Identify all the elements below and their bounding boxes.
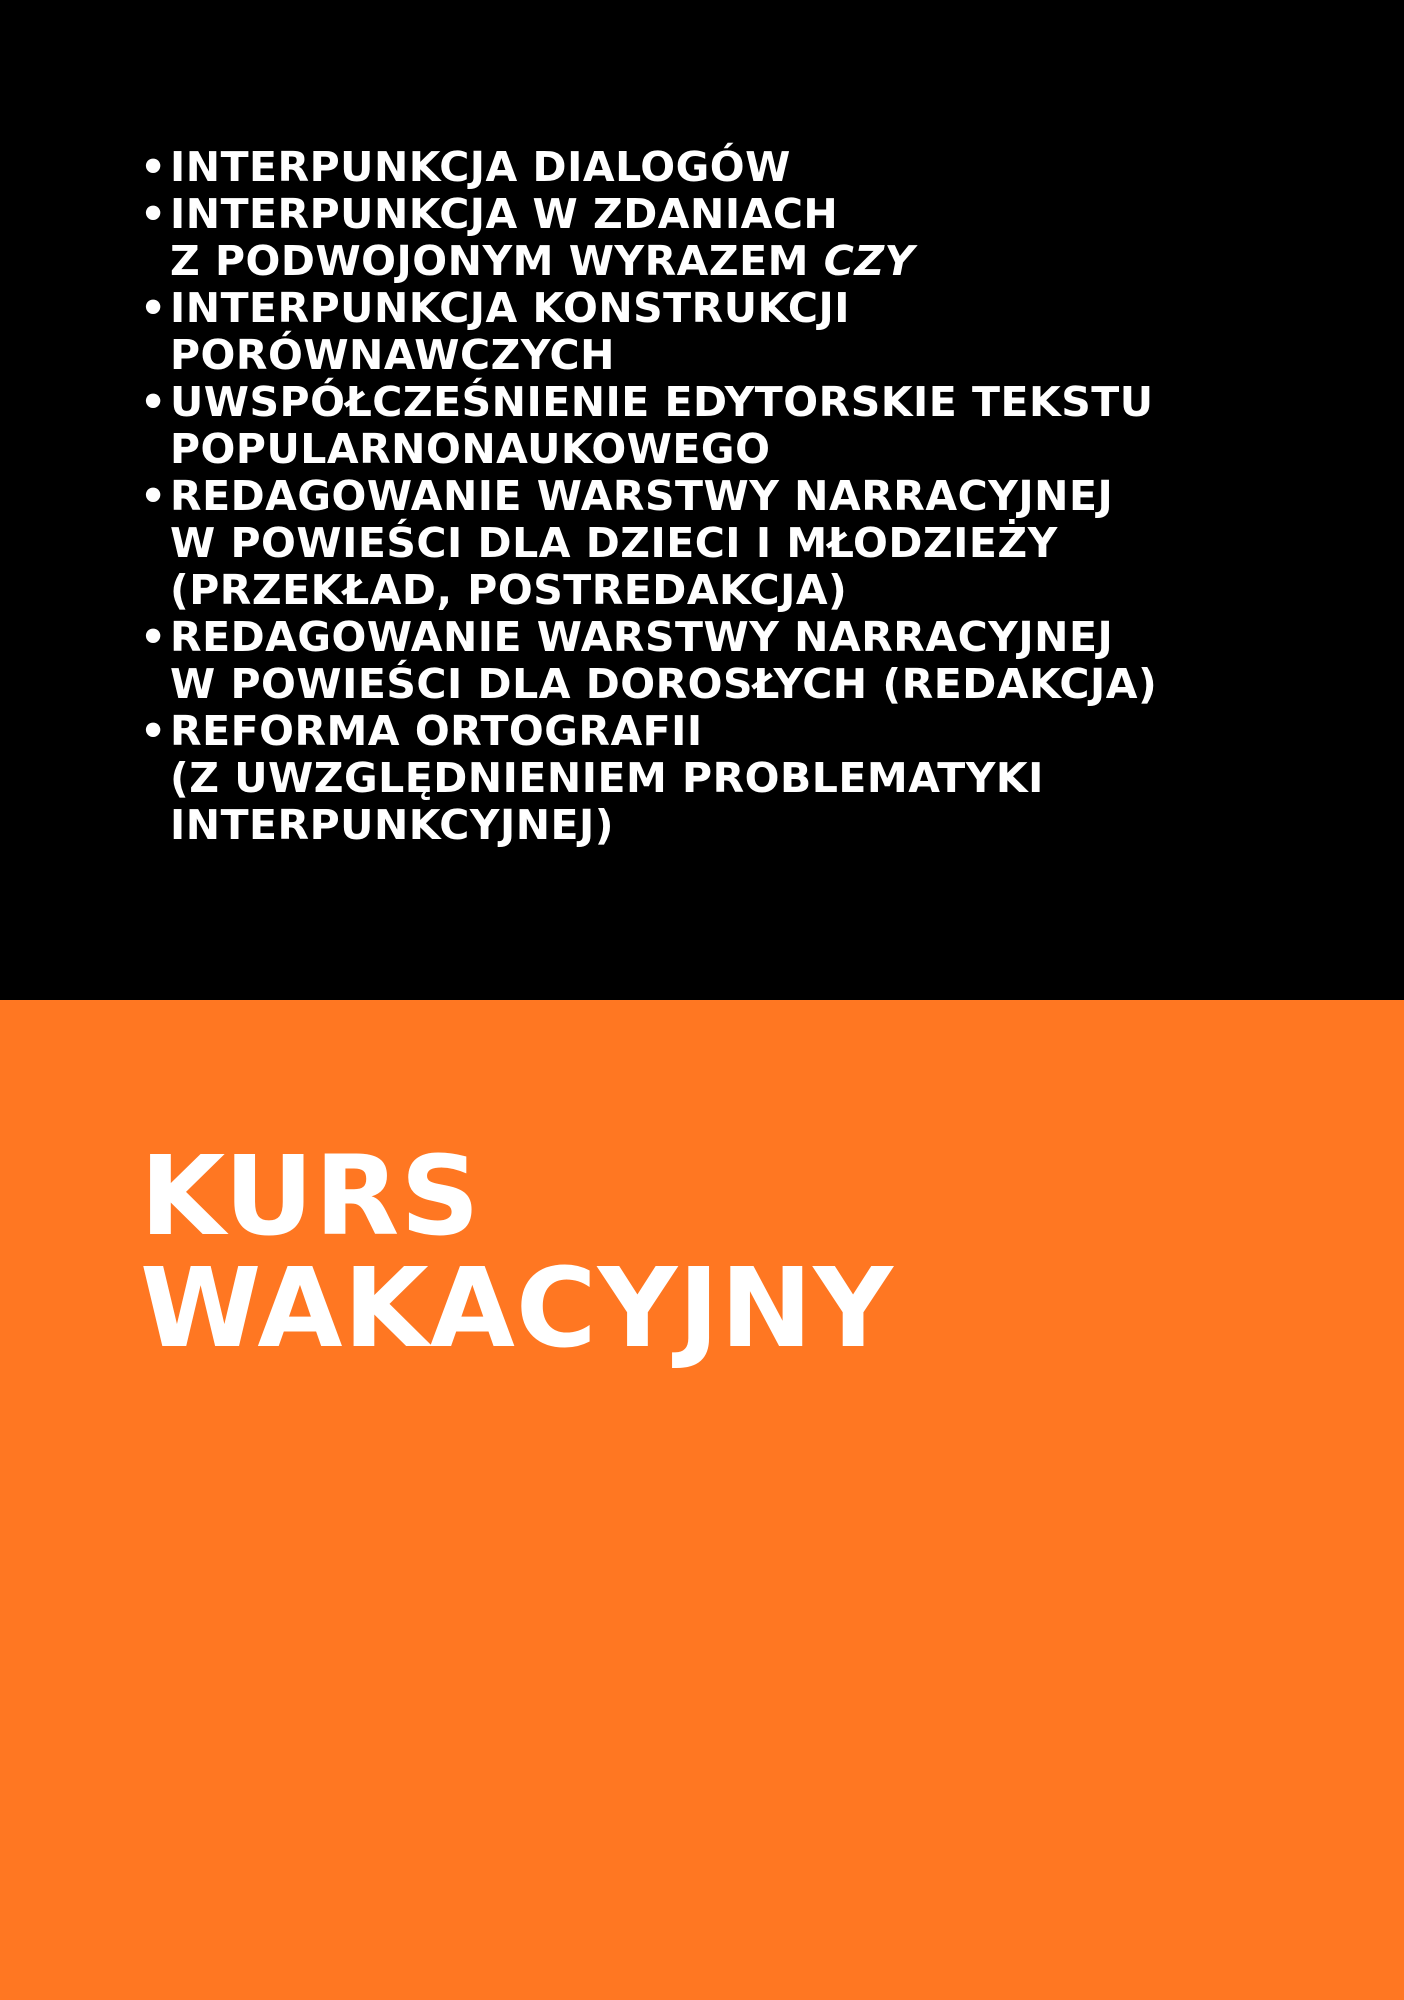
- topic-item: [140, 473, 1340, 614]
- bullet-icon: •: [140, 707, 167, 755]
- topic-line: W POWIEŚCI DLA DOROSŁYCH (REDAKCJA): [170, 660, 1158, 708]
- topic-line: REDAGOWANIE WARSTWY NARRACYJNEJ: [170, 613, 1114, 661]
- topic-item: [140, 285, 1340, 379]
- topic-line: (Z UWZGLĘDNIENIEM PROBLEMATYKI: [170, 754, 1044, 802]
- topic-line: INTERPUNKCJA DIALOGÓW: [170, 143, 791, 191]
- topic-line: UWSPÓŁCZEŚNIENIE EDYTORSKIE TEKSTU: [170, 378, 1154, 426]
- topic-item: [140, 144, 1340, 191]
- topic-line: INTERPUNKCJA KONSTRUKCJI: [170, 284, 851, 332]
- topic-line: REDAGOWANIE WARSTWY NARRACYJNEJ: [170, 472, 1114, 520]
- bullet-icon: •: [140, 284, 167, 332]
- topic-line-with-emphasis: [170, 238, 1340, 285]
- topic-line: INTERPUNKCJA W ZDANIACH: [170, 190, 839, 238]
- topic-line: INTERPUNKCYJNEJ): [170, 801, 615, 849]
- course-title-line-1: KURS: [140, 1132, 481, 1260]
- emphasized-word: CZY: [823, 237, 915, 285]
- topic-line-text: Z PODWOJONYM WYRAZEM: [170, 237, 824, 285]
- topic-item: [140, 614, 1340, 708]
- bullet-icon: •: [140, 190, 167, 238]
- bullet-icon: •: [140, 143, 167, 191]
- topic-item: [140, 708, 1340, 849]
- topic-line: REFORMA ORTOGRAFII: [170, 707, 703, 755]
- topic-line: (PRZEKŁAD, POSTREDAKCJA): [170, 566, 848, 614]
- bullet-icon: •: [140, 613, 167, 661]
- course-title-line-2: WAKACYJNY: [140, 1244, 894, 1372]
- topic-line: PORÓWNAWCZYCH: [170, 331, 615, 379]
- topic-list: [140, 144, 1340, 849]
- topic-line: POPULARNONAUKOWEGO: [170, 425, 771, 473]
- course-title: [140, 1132, 894, 1372]
- bullet-icon: •: [140, 378, 167, 426]
- topic-line: W POWIEŚCI DLA DZIECI I MŁODZIEŻY: [170, 519, 1058, 567]
- topic-item: [140, 379, 1340, 473]
- bullet-icon: •: [140, 472, 167, 520]
- topic-item: [140, 191, 1340, 285]
